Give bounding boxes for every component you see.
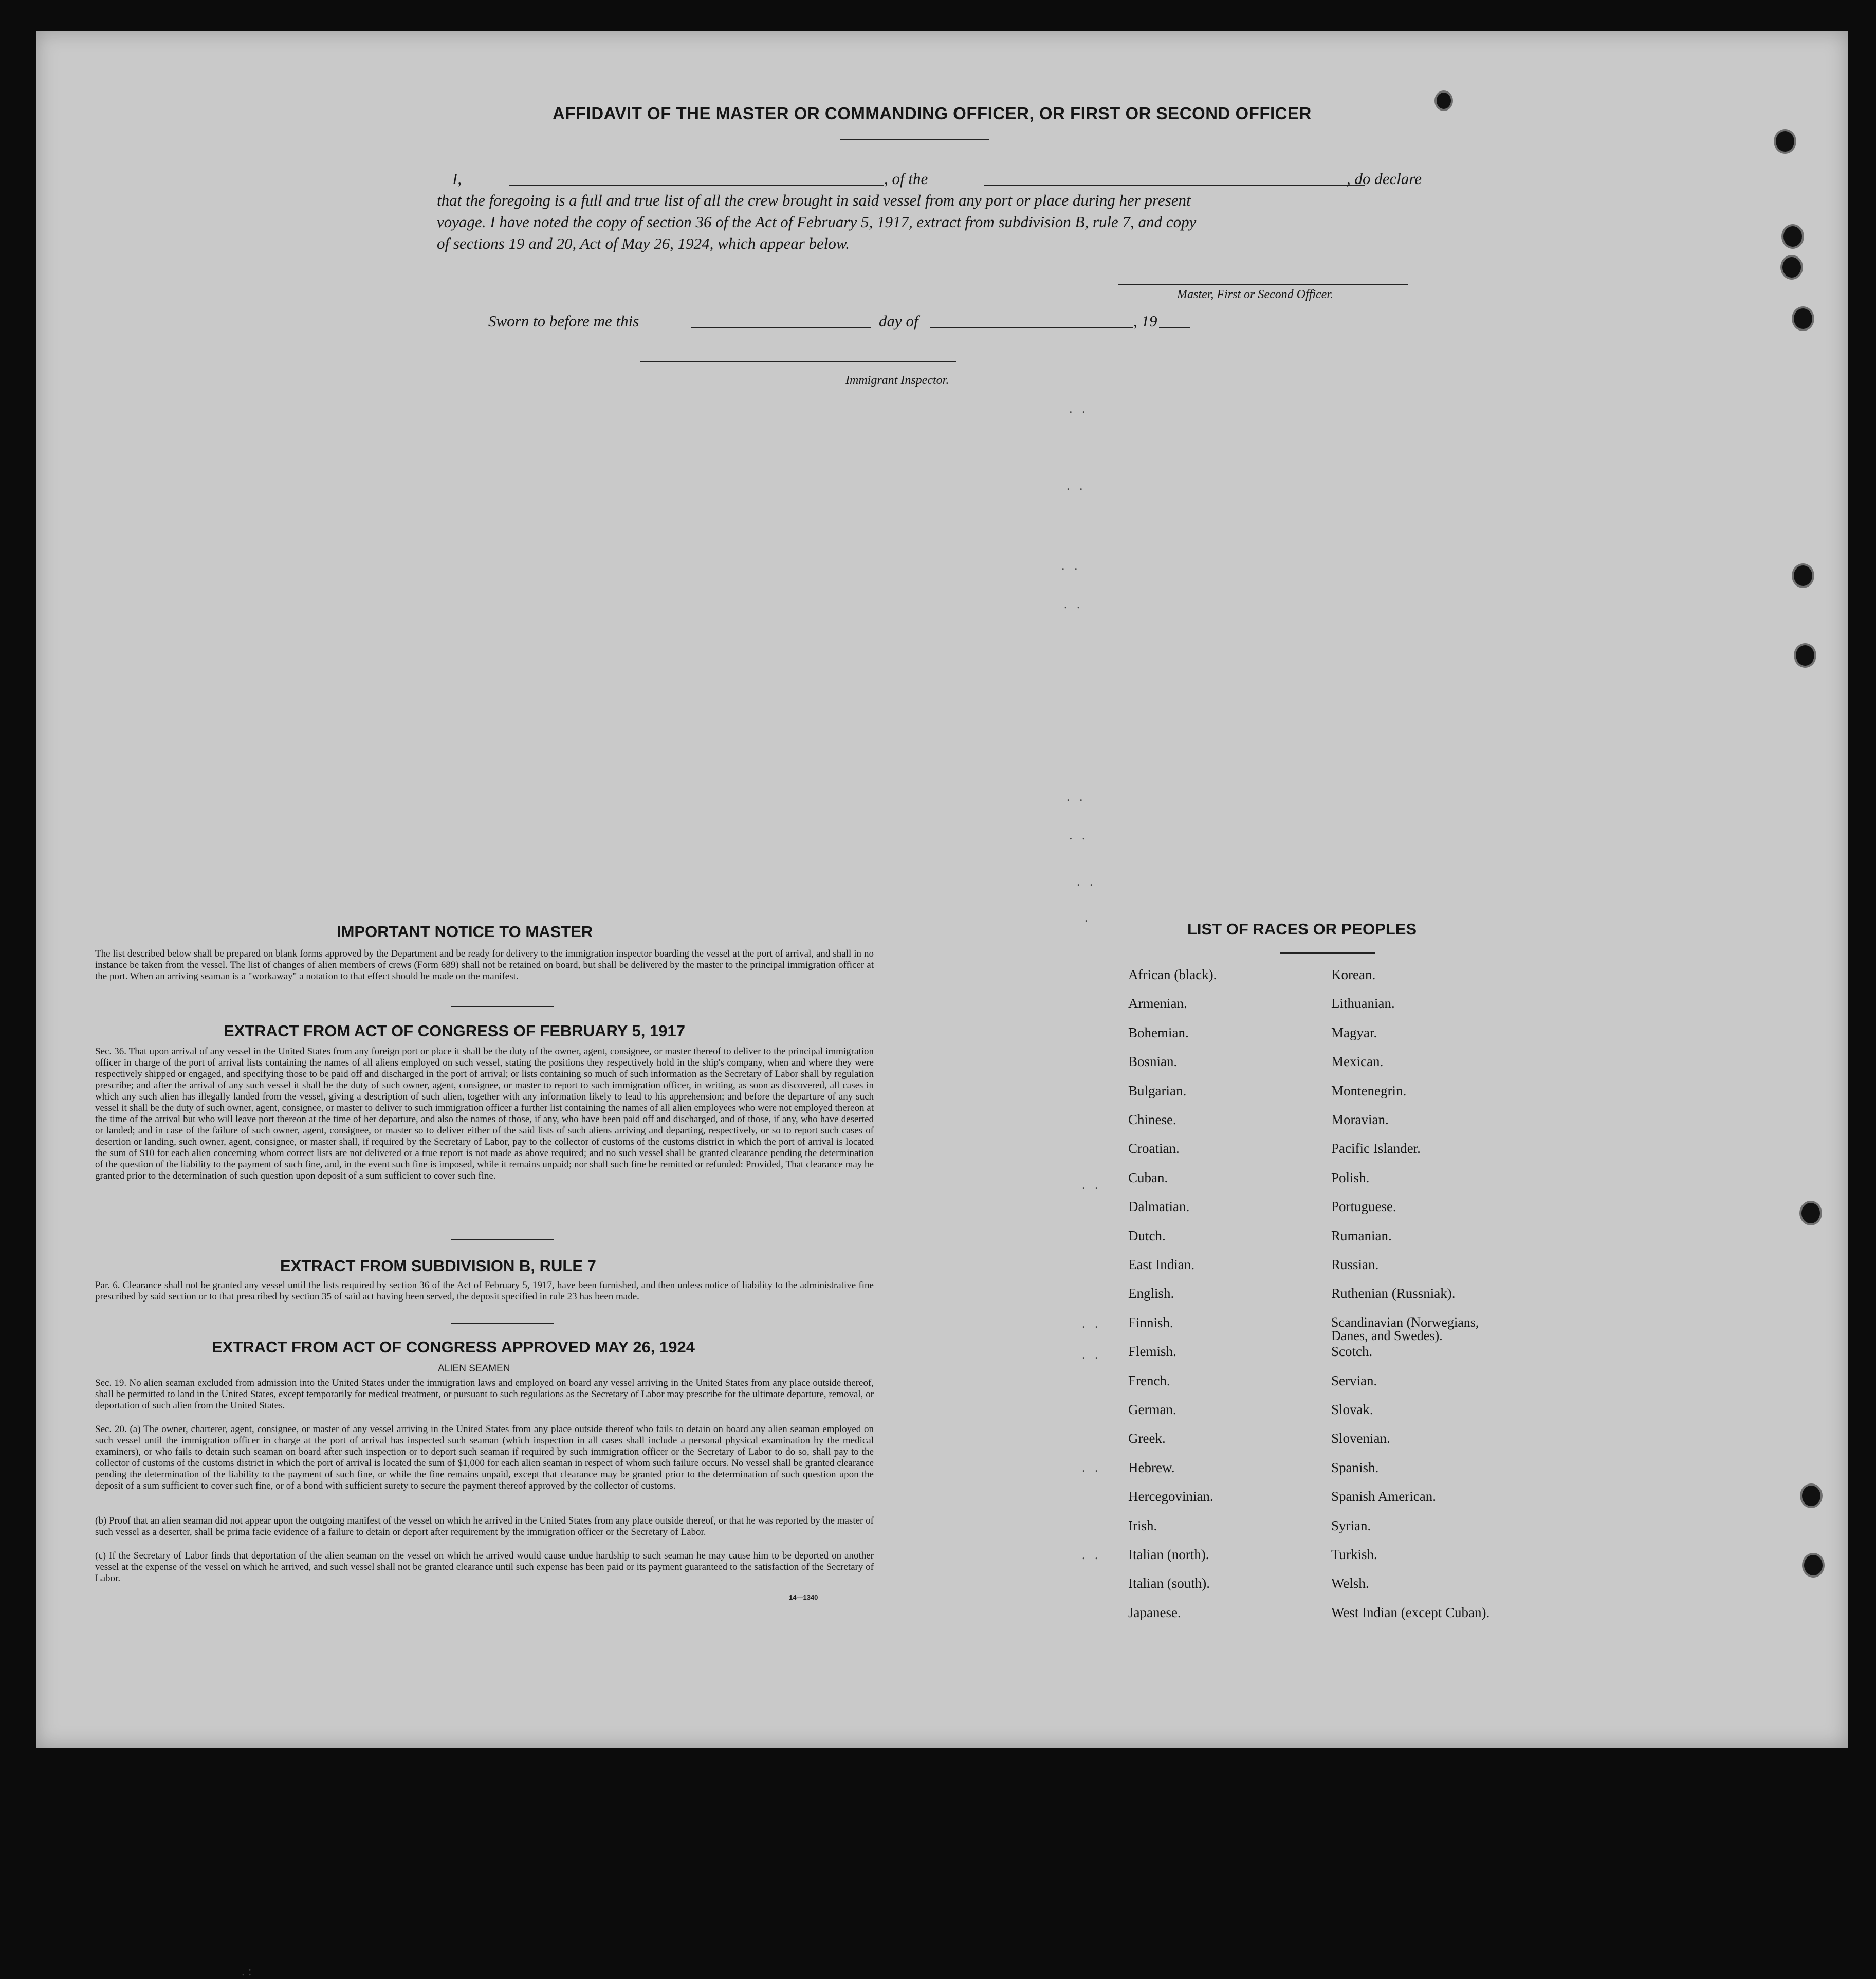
sec20a-body: Sec. 20. (a) The owner, charterer, agent, consignee, or master of any vessel arriving in the United States from any place outside thereof who fails to detain on board any alien seaman employed on such vessel until the immigration officer in charge at the port of arrival has inspected such seaman (which inspection in all cases shall include a personal physical examination by the medical examiners), or who fails to detain such seaman on board after such inspection or to deport such seaman if required by such immigration officer or the Secretary of Labor to do so, shall pay to the collector of customs of the customs district in which the port of arrival is located the sum of $1,000 for each alien seaman in respect of whom such failure occurs. No vessel shall be granted clearance pending the determination of the liability to the payment of such fine, or while the fine remains unpaid, except that clearance may be granted prior to the determination of such question upon the deposit of a sum sufficient to cover such fine, or of a bond with sufficient surety to secure the payment thereof approved by the collector of customs. — [95, 1424, 874, 1491]
race-item: Italian (north). — [1128, 1547, 1209, 1562]
year-blank — [1159, 327, 1190, 328]
race-item: Servian. — [1331, 1372, 1377, 1388]
race-item: English. — [1128, 1286, 1174, 1302]
extract-1917-heading: EXTRACT FROM ACT OF CONGRESS OF FEBRUARY 5, 1917 — [224, 1022, 685, 1040]
punch-hole — [1804, 1555, 1823, 1575]
race-item: Scotch. — [1331, 1344, 1373, 1360]
signature-caption: Master, First or Second Officer. — [1177, 288, 1333, 301]
race-item: Slovak. — [1331, 1402, 1373, 1417]
extract-1917-body: Sec. 36. That upon arrival of any vessel in the United States from any foreign port or place it shall be the duty of the owner, agent, consignee, or master thereof to deliver to the principal immigration officer in charge of the port of arrival lists containing the names of all aliens employed on such vessel, stating the positions they respectively hold in the ship's company, when and where they were respectively shipped or engaged, and specifying those to be paid off and discharged in the port of arrival; or lists containing so much of such information as the Secretary of Labor shall by regulation prescribe; and after the arrival of any such vessel it shall be the duty of such owner, agent, consignee, or master to report to such immigration officer, in writing, as soon as discovered, all cases in which any such alien has illegally landed from the vessel, giving a description of such alien, together with any information likely to lead to his apprehension; and before the departure of any such vessel it shall be the duty of such owner, agent, consignee, or master to deliver to such immigration officer a further list containing the names of all alien employees who were not employed thereon at the time of the arrival but who will leave port thereon at the time of her departure, and also the names of those, if any, who have been paid off and discharged, and of those, if any, who have deserted or landed; and in case of the failure of such owner, agent, consignee, or master so to deliver either of the said lists of such aliens arriving and departing, respectively, or so to report such cases of desertion or landing, such owner, agent, consignee, or master shall, if required by the Secretary of Labor, pay to the collector of customs of the customs district in which the port of arrival is located the sum of $10 for each alien concerning whom correct lists are not delivered or a true report is not made as above required; and no such vessel shall be granted clearance pending the determination of the question of the liability to the payment of such fine, and, in the event such fine is imposed, while it remains unpaid; nor shall such fine be remitted or refunded: Provided, That clearance may be granted prior to the determination of such question upon deposit of a sum sufficient to cover such fine. — [95, 1046, 874, 1181]
section-divider — [451, 1239, 554, 1240]
bleed-through-marks: . . — [1066, 789, 1086, 804]
race-item: East Indian. — [1128, 1257, 1194, 1272]
affidavit-i: I, — [452, 170, 462, 188]
bleed-through-marks: . . — [1082, 1547, 1101, 1562]
notice-heading: IMPORTANT NOTICE TO MASTER — [337, 923, 593, 941]
race-item: Korean. — [1331, 967, 1376, 982]
races-heading: LIST OF RACES OR PEOPLES — [1187, 920, 1417, 938]
affidavit-line-4: of sections 19 and 20, Act of May 26, 1924, which appear below. — [437, 234, 850, 252]
punch-hole — [1782, 257, 1801, 278]
punch-hole — [1796, 645, 1814, 666]
race-item: Russian. — [1331, 1257, 1379, 1272]
race-item: Slovenian. — [1331, 1431, 1390, 1446]
race-item: Italian (south). — [1128, 1575, 1210, 1591]
race-item: Scandinavian (Norwegians, Danes, and Swedes). — [1331, 1314, 1479, 1343]
month-blank — [930, 327, 1133, 328]
bleed-through-marks: . . — [1069, 401, 1089, 416]
race-item: Turkish. — [1331, 1547, 1377, 1562]
race-item: Hebrew. — [1128, 1459, 1175, 1475]
race-item: Greek. — [1128, 1431, 1166, 1446]
race-item: Dutch. — [1128, 1227, 1166, 1243]
inspector-signature-line — [640, 361, 956, 362]
race-item: Ruthenian (Russniak). — [1331, 1286, 1456, 1302]
punch-hole — [1801, 1203, 1820, 1223]
signature-line — [1118, 284, 1408, 285]
race-item: Finnish. — [1128, 1314, 1173, 1330]
race-item: Armenian. — [1128, 996, 1187, 1012]
section-divider — [451, 1323, 554, 1324]
sworn-day-blank — [691, 327, 871, 328]
sec20c-body: (c) If the Secretary of Labor finds that deportation of the alien seaman on the vessel on which he arrived would cause undue hardship to such seaman he may cause him to be deported on another vessel at the expense of the vessel on which he arrived, and such vessel shall not be granted clearance until such expense has been paid or its payment guaranteed to the satisfaction of the Secretary of Labor. — [95, 1550, 874, 1584]
bleed-through-marks: . . — [1069, 828, 1089, 842]
punch-hole — [1437, 93, 1451, 109]
heading-divider — [840, 139, 989, 140]
form-number: 14—1340 — [789, 1593, 818, 1601]
race-item: Bohemian. — [1128, 1024, 1189, 1040]
bleed-through-marks: . . — [1082, 1177, 1101, 1192]
race-item: Flemish. — [1128, 1344, 1176, 1360]
sec19-body: Sec. 19. No alien seaman excluded from admission into the United States under the immigration laws and employed on board any vessel arriving in the United States from any place outside thereof, shall be permitted to land in the United States, except temporarily for medical treatment, or pursuant to such regulations as the Secretary of Labor may prescribe for the ultimate departure, removal, or deportation of such alien from the United States. — [95, 1378, 874, 1411]
race-item: Spanish American. — [1331, 1489, 1436, 1505]
races-left-column — [1128, 968, 1323, 1636]
race-item: Mexican. — [1331, 1054, 1384, 1070]
bleed-through-marks: . . — [1061, 558, 1081, 573]
extract-rule7-heading: EXTRACT FROM SUBDIVISION B, RULE 7 — [280, 1257, 596, 1275]
notice-body: The list described below shall be prepared on blank forms approved by the Department and be ready for delivery to the immigration inspector boarding the vessel at the port of arrival, and shall in no instance be taken from the vessel. The list of changes of alien members of crews (Form 689) shall not be retained on board, but shall be delivered by the master to the principal immigration officer at the port. When an arriving seaman is a "workaway" a notation to that effect should be made on the manifest. — [95, 948, 874, 982]
race-item: Bosnian. — [1128, 1054, 1178, 1070]
race-item: Magyar. — [1331, 1024, 1377, 1040]
race-item: Hercegovinian. — [1128, 1489, 1213, 1505]
race-item: Irish. — [1128, 1517, 1157, 1533]
race-item: Polish. — [1331, 1169, 1370, 1185]
race-item: West Indian (except Cuban). — [1331, 1604, 1490, 1620]
punch-hole — [1794, 308, 1812, 329]
bleed-through-marks: . . — [1082, 1460, 1101, 1475]
extract-1924-heading: EXTRACT FROM ACT OF CONGRESS APPROVED MAY 26, 1924 — [212, 1338, 695, 1356]
sec20b-body: (b) Proof that an alien seaman did not appear upon the outgoing manifest of the vessel on which he arrived in the United States from any place outside thereof, or that he was reported by the master of such vessel as a deserter, shall be prima facie evidence of a failure to detain or deport after requirement by the immigration officer or the Secretary of Labor. — [95, 1515, 874, 1537]
race-item: Cuban. — [1128, 1169, 1168, 1185]
sworn-text: Sworn to before me this — [488, 312, 639, 330]
bleed-through-marks: .: — [242, 1964, 255, 1978]
affidavit-of-the: , of the — [884, 170, 928, 188]
race-item: Portuguese. — [1331, 1199, 1396, 1215]
race-item: Bulgarian. — [1128, 1083, 1187, 1098]
race-item: German. — [1128, 1402, 1176, 1417]
race-item: Japanese. — [1128, 1604, 1181, 1620]
race-item: African (black). — [1128, 967, 1217, 982]
bleed-through-marks: . . — [1064, 596, 1083, 611]
section-divider — [451, 1006, 554, 1007]
bleed-through-marks: . . — [1082, 1347, 1101, 1362]
year-prefix: , 19 — [1133, 312, 1157, 330]
day-of-text: day of — [879, 312, 918, 330]
sworn-line — [488, 312, 1208, 333]
race-item: Dalmatian. — [1128, 1199, 1190, 1215]
race-item: Welsh. — [1331, 1575, 1369, 1591]
races-divider — [1280, 952, 1375, 954]
extract-rule7-body: Par. 6. Clearance shall not be granted any vessel until the lists required by section 36 of the Act of February 5, 1917, have been furnished, and then unless notice of liability to the administrative fine prescribed by said section or to that prescribed by section 35 of said act having been served, the deposit specified in rule 23 has been made. — [95, 1280, 874, 1302]
race-item: Moravian. — [1331, 1112, 1389, 1127]
race-item: Spanish. — [1331, 1459, 1379, 1475]
race-item: Pacific Islander. — [1331, 1141, 1421, 1157]
affidavit-heading: AFFIDAVIT OF THE MASTER OR COMMANDING OFFICER, OR FIRST OR SECOND OFFICER — [553, 104, 1312, 123]
race-item: Croatian. — [1128, 1141, 1180, 1157]
alien-seamen-subheading: ALIEN SEAMEN — [438, 1363, 510, 1374]
punch-hole — [1802, 1486, 1820, 1506]
race-item: Montenegrin. — [1331, 1083, 1407, 1098]
race-item: French. — [1128, 1372, 1170, 1388]
races-right-column — [1331, 968, 1547, 1636]
name-blank-line — [509, 185, 884, 186]
vessel-blank-line — [984, 185, 1365, 186]
bleed-through-marks: . . — [1077, 874, 1096, 889]
affidavit-line-1 — [452, 170, 1426, 190]
affidavit-line-2: that the foregoing is a full and true list of all the crew brought in said vessel from any port or place during her present — [437, 191, 1191, 209]
bleed-through-marks: . . — [1066, 478, 1086, 493]
race-item: Chinese. — [1128, 1112, 1176, 1127]
bleed-through-marks: . — [1084, 910, 1091, 925]
punch-hole — [1794, 565, 1812, 586]
race-item: Lithuanian. — [1331, 996, 1395, 1012]
punch-hole — [1776, 131, 1794, 152]
inspector-caption: Immigrant Inspector. — [845, 374, 949, 387]
punch-hole — [1783, 226, 1802, 247]
affidavit-line-3: voyage. I have noted the copy of section 36 of the Act of February 5, 1917, extract from subdivision B, rule 7, and copy — [437, 213, 1197, 231]
race-item: Rumanian. — [1331, 1227, 1392, 1243]
affidavit-do-declare: , do declare — [1347, 170, 1422, 188]
bleed-through-marks: . . — [1082, 1316, 1101, 1331]
race-item: Syrian. — [1331, 1517, 1371, 1533]
